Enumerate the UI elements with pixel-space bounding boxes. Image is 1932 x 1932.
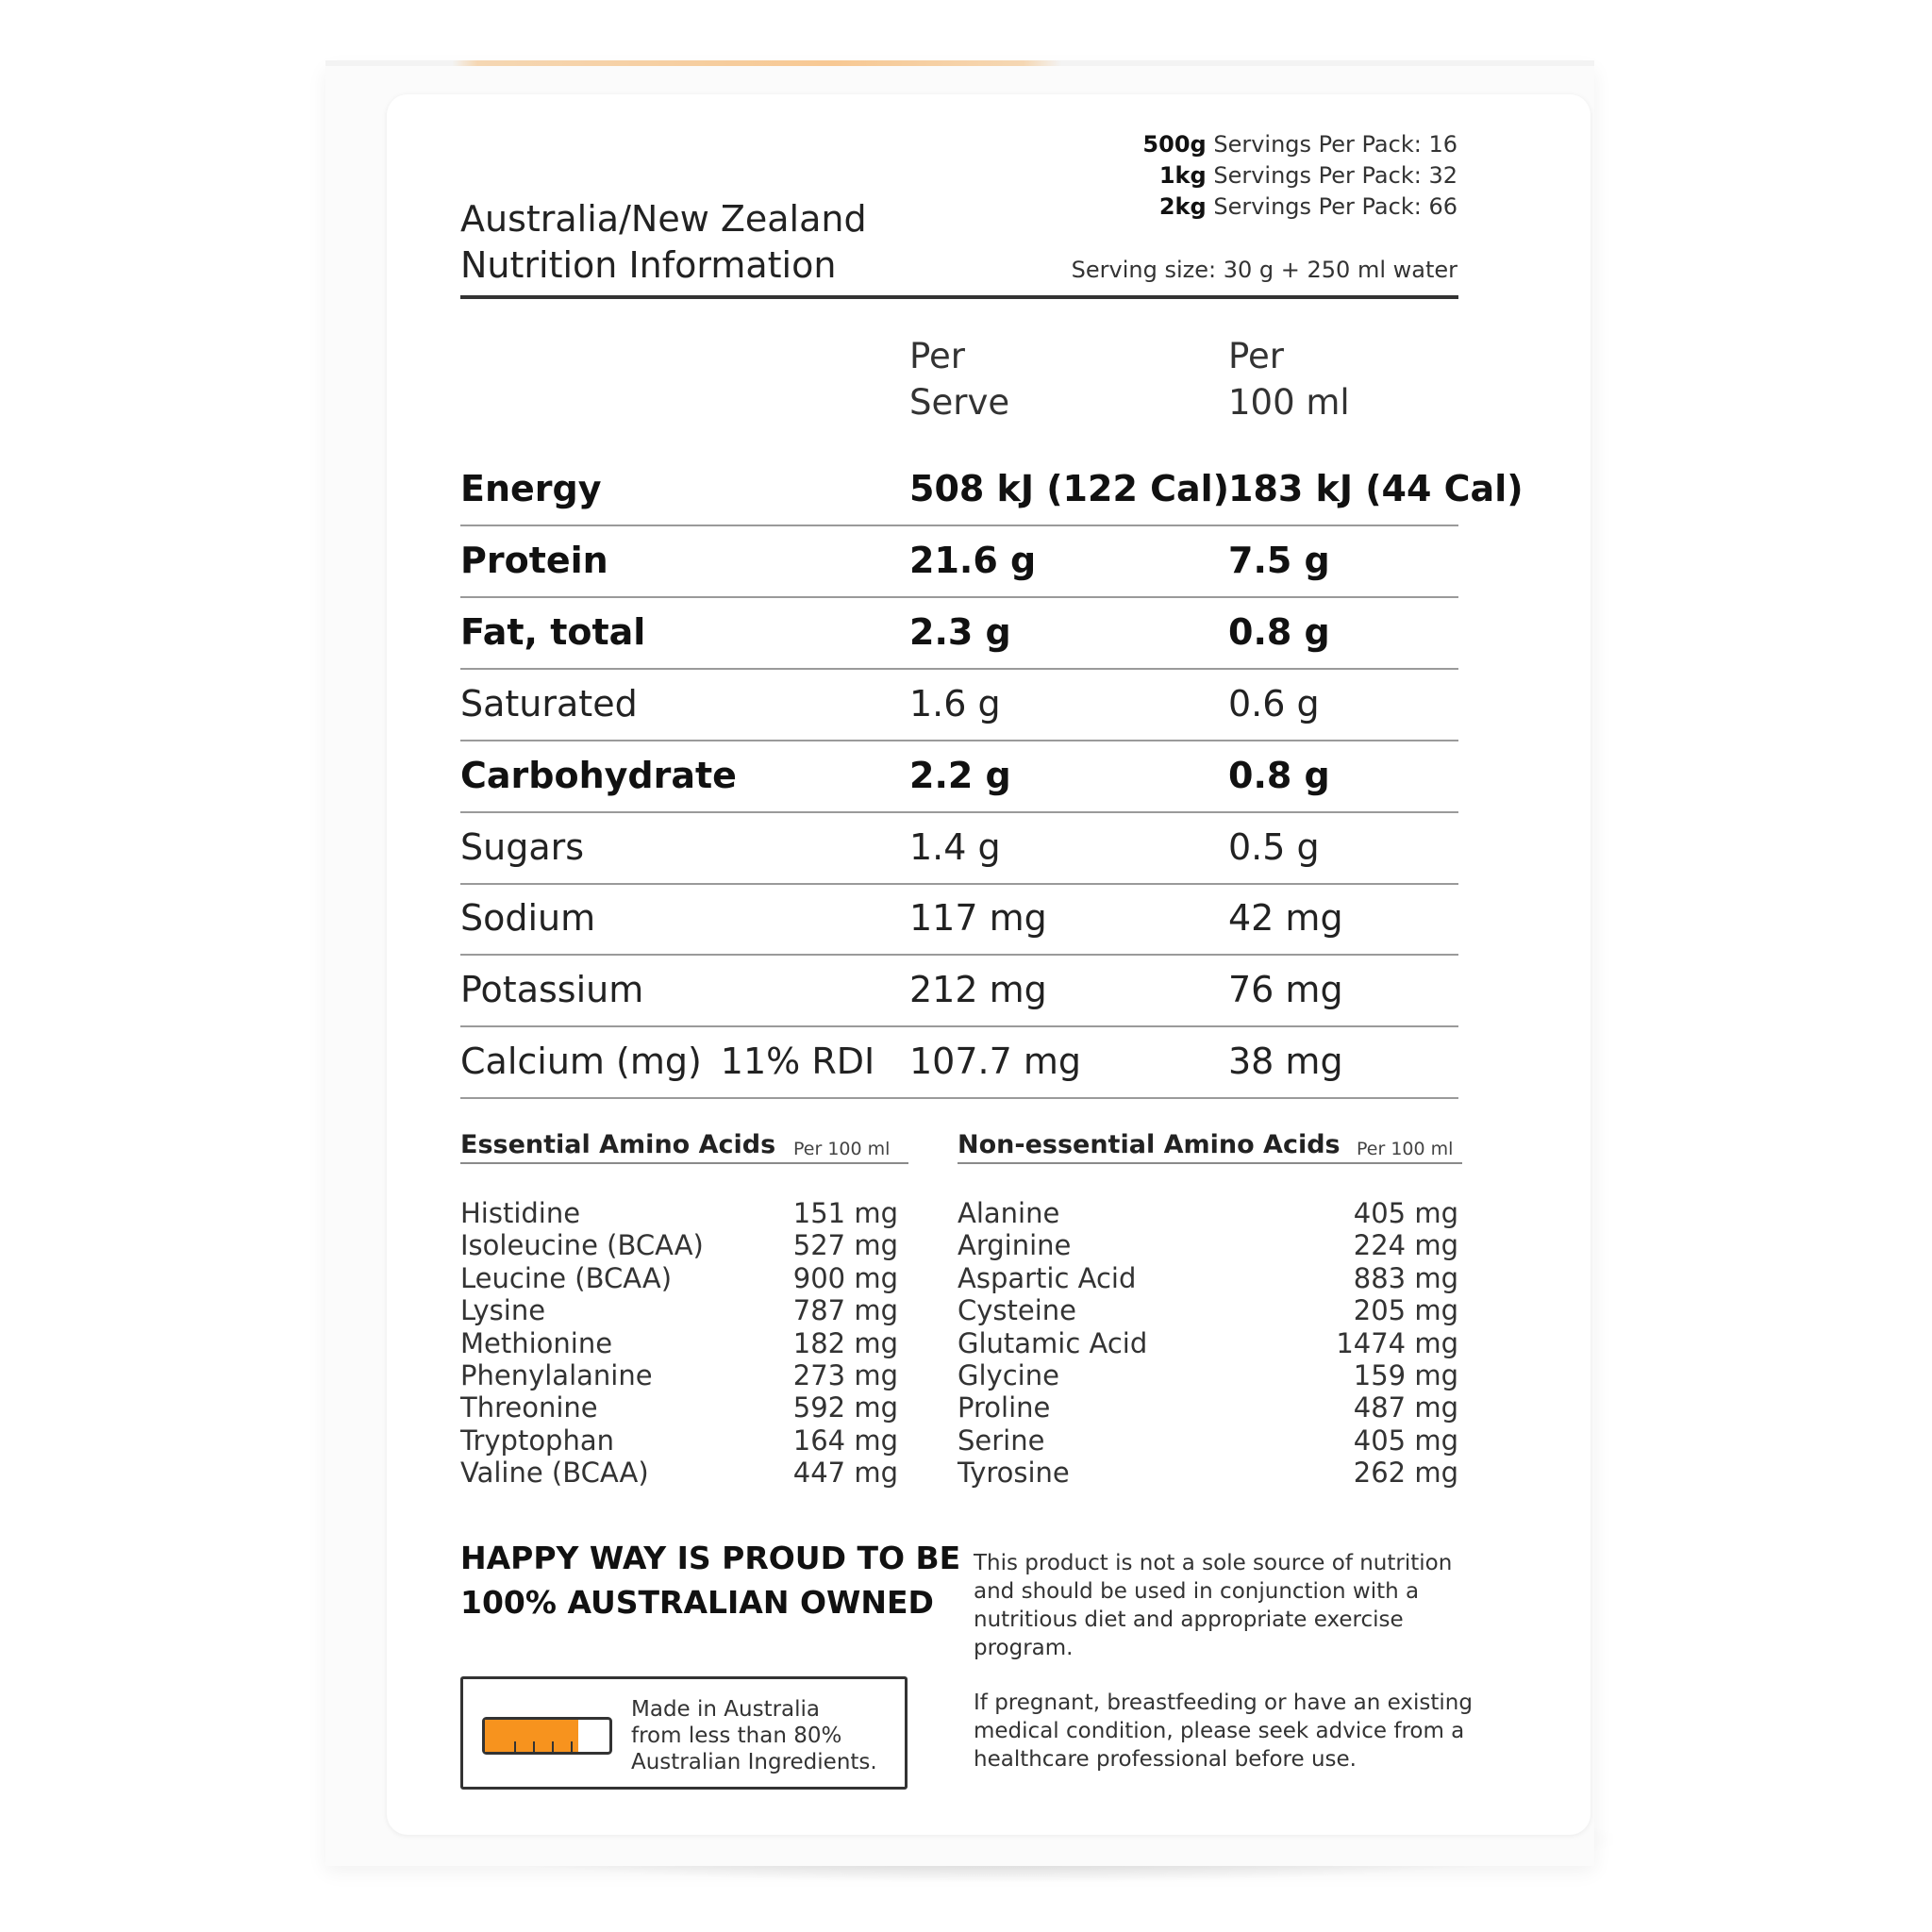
nutrient-row-fat-total [460, 598, 1458, 670]
amino-row-cysteine: Cysteine 205 mg [958, 1294, 1458, 1327]
nutrient-label: Fat, total [460, 611, 646, 653]
per-100ml-value: 76 mg [1228, 969, 1343, 1010]
per-100ml-value: 0.5 g [1228, 826, 1320, 868]
panel-title [460, 196, 867, 289]
per-100ml-value: 0.8 g [1228, 755, 1330, 796]
per-100ml-value: 42 mg [1228, 897, 1343, 939]
serving-size: Serving size: 30 g + 250 ml water [1071, 257, 1457, 283]
per-100ml-value: 0.6 g [1228, 683, 1320, 724]
amino-row-lysine: Lysine 787 mg [460, 1294, 898, 1327]
amino-row-tryptophan: Tryptophan 164 mg [460, 1424, 898, 1457]
nutrient-label: Carbohydrate [460, 755, 737, 796]
per-100ml-value: 38 mg [1228, 1041, 1343, 1082]
amino-row-arginine: Arginine 224 mg [958, 1229, 1458, 1262]
per-serve-value: 107.7 mg [909, 1041, 1082, 1082]
amino-row-leucine: Leucine (BCAA) 900 mg [460, 1261, 898, 1294]
amino-row-isoleucine: Isoleucine (BCAA) 527 mg [460, 1229, 898, 1262]
australian-owned-statement: HAPPY WAY IS PROUD TO BE 100% AUSTRALIAN OWNED [460, 1540, 961, 1621]
per-serve-value: 1.4 g [909, 826, 1001, 868]
pack-line-500g: 500g Servings Per Pack: 16 [1142, 131, 1457, 158]
amino-row-glycine: Glycine 159 mg [958, 1358, 1458, 1391]
per-serve-value: 508 kJ (122 Cal) [909, 468, 1230, 509]
per-serve-value: 1.6 g [909, 683, 1001, 724]
nutrient-row-sugars [460, 813, 1458, 885]
essential-amino-divider [460, 1162, 908, 1164]
made-in-australia-badge [460, 1676, 908, 1790]
nutrition-disclaimer: This product is not a sole source of nutrition and should be used in conjunction with a nutritious diet and appropriate exercise program. [974, 1551, 1453, 1660]
per-serve-value: 2.3 g [909, 611, 1011, 653]
per-serve-value: 21.6 g [909, 540, 1037, 581]
nutrient-row-saturated [460, 670, 1458, 741]
nonessential-amino-divider [958, 1162, 1462, 1164]
nonessential-amino-subheading: Per 100 ml [1357, 1139, 1454, 1159]
nutrient-label: Sodium [460, 897, 596, 939]
header-divider [460, 295, 1458, 299]
nutrient-row-energy [460, 455, 1524, 526]
amino-row-valine: Valine (BCAA) 447 mg [460, 1457, 898, 1490]
nutrient-label: Calcium (mg) 11% RDI [460, 1041, 875, 1082]
nutrient-label: Protein [460, 540, 608, 581]
pouch-top-strip [325, 60, 1594, 66]
amino-row-proline: Proline 487 mg [958, 1391, 1458, 1424]
nutrient-row-potassium [460, 956, 1458, 1027]
australian-ingredients-bar-icon [482, 1717, 612, 1755]
amino-row-tyrosine: Tyrosine 262 mg [958, 1457, 1458, 1490]
nonessential-amino-list [958, 1197, 1458, 1490]
nutrient-label: Potassium [460, 969, 644, 1010]
amino-row-methionine: Methionine 182 mg [460, 1326, 898, 1359]
amino-row-threonine: Threonine 592 mg [460, 1391, 898, 1424]
pack-line-2kg: 2kg Servings Per Pack: 66 [1158, 193, 1457, 220]
amino-row-histidine: Histidine 151 mg [460, 1197, 898, 1229]
health-advice-disclaimer: If pregnant, breastfeeding or have an existing medical condition, please seek advice from a healthcare professional before use. [974, 1690, 1473, 1772]
per-serve-value: 212 mg [909, 969, 1047, 1010]
nutrient-label: Sugars [460, 826, 585, 868]
amino-row-phenylalanine: Phenylalanine 273 mg [460, 1358, 898, 1391]
nutrient-row-sodium [460, 884, 1458, 956]
per-100ml-value: 0.8 g [1228, 611, 1330, 653]
essential-amino-list [460, 1197, 898, 1490]
essential-amino-heading: Essential Amino Acids [460, 1130, 776, 1159]
nutrient-label: Saturated [460, 683, 638, 724]
made-in-australia-text: Made in Australia from less than 80% Australian Ingredients. [631, 1697, 877, 1774]
nutrient-row-carbohydrate [460, 741, 1458, 813]
column-per-serve: Per Serve [909, 336, 1010, 423]
per-serve-value: 117 mg [909, 897, 1047, 939]
nutrient-row-protein [460, 526, 1458, 598]
per-100ml-value: 7.5 g [1228, 540, 1330, 581]
title-line-1: Australia/New Zealand [460, 198, 867, 240]
amino-row-alanine: Alanine 405 mg [958, 1197, 1458, 1229]
nutrient-row-calcium [460, 1027, 1458, 1099]
nutrient-label: Energy [460, 468, 602, 509]
title-line-2: Nutrition Information [460, 244, 837, 286]
per-serve-value: 2.2 g [909, 755, 1011, 796]
amino-row-aspartic-acid: Aspartic Acid 883 mg [958, 1261, 1458, 1294]
rdi-percent: 11% RDI [720, 1041, 875, 1082]
per-100ml-value: 183 kJ (44 Cal) [1228, 468, 1524, 509]
nonessential-amino-heading: Non-essential Amino Acids [958, 1130, 1341, 1159]
amino-row-serine: Serine 405 mg [958, 1424, 1458, 1457]
essential-amino-subheading: Per 100 ml [793, 1139, 891, 1159]
column-per-100ml: Per 100 ml [1228, 336, 1350, 423]
row-divider [460, 1097, 1458, 1099]
amino-row-glutamic-acid: Glutamic Acid 1474 mg [958, 1326, 1458, 1359]
pack-line-1kg: 1kg Servings Per Pack: 32 [1158, 162, 1457, 189]
